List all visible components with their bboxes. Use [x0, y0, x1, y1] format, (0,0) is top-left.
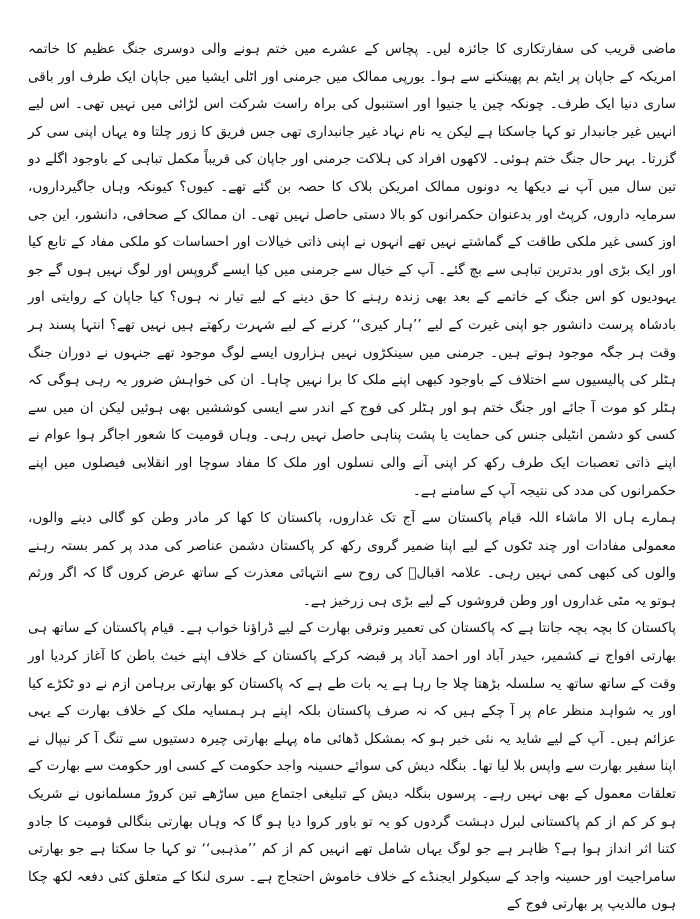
paragraph-traitors: ہمارے ہاں الا ماشاء اللہ قیام پاکستان سے آج تک غداروں، پاکستان کا کھا کر مادر وطن کو گالی دینے والوں، معمولی مفادات اور چند ٹکوں کے لیے اپنا ضمیر گروی رکھ کر پاکستان دشمن عناصر کی مدد پر کمر بستہ رہنے والوں کی کبھی کمی نہیں رہی۔ علامہ اقبالؒ کی روح سے انتہائی معذرت کے ساتھ عرض کروں گا کہ اگر ورثم ہوتو یہ مٹی غداروں اور وطن فروشوں کے لیے بڑی ہی زرخیز ہے۔	[28, 510, 676, 609]
article-body	[28, 36, 676, 919]
paragraph-ww2-diplomacy: ماضی قریب کی سفارتکاری کا جائزہ لیں۔ پچاس کے عشرے میں ختم ہونے والی دوسری جنگ عظیم کا خاتمہ امریکہ کے جاپان پر ایٹم بم پھینکنے سے ہوا۔ یورپی ممالک میں جرمنی اور اٹلی ایشیا میں جاپان ایک طرف اور باقی ساری دنیا ایک طرف۔ چونکہ چین یا جنیوا اور استنبول کی براہ راست شرکت اس لڑائی میں نہیں تھی۔ اس لیے انہیں غیر جانبدار تو کہا جاسکتا ہے لیکن یہ نام نہاد غیر جانبداری تھی جس فریق کا زور چلتا وہ یہاں اپنی سی کر گزرتا۔ بہر حال جنگ ختم ہوئی۔ لاکھوں افراد کی ہلاکت جرمنی اور جاپان کی قریباً مکمل تباہی کے باوجود اگلے دو تین سال میں آپ نے دیکھا یہ دونوں ممالک امریکن بلاک کا حصہ بن گئے تھے۔ کیوں؟ کیونکہ وہاں جاگیرداروں، سرمایہ داروں، کرپٹ اور بدعنوان حکمرانوں کو بالا دستی حاصل نہیں تھی۔ ان ممالک کے صحافی، دانشور، این جی اوز کسی غیر ملکی طاقت کے گماشتے نہیں تھے انہوں نے اپنی ذاتی خیالات اور احساسات کو ملکی مفاد کے تابع کیا اور ایک بڑی اور بدترین تباہی سے بچ گئے۔ آپ کے خیال سے جرمنی میں کیا ایسے گروپس اور لوگ نہیں ہوں گے جو یہودیوں کو اس جنگ کے خاتمے کے بعد بھی زندہ رہنے کا حق دینے کے لیے تیار نہ ہوں؟ کیا جاپان کے روایتی اور بادشاہ پرست دانشور جو اپنی غیرت کے لیے ’’ہار کیری‘‘ کرنے کے لیے شہرت رکھتے ہیں نہیں تھے؟ انتہا پسند ہر وقت ہر جگہ موجود ہوتے ہیں۔ جرمنی میں سینکڑوں نہیں ہزاروں ایسے لوگ موجود تھے جنہوں نے دوران جنگ ہٹلر کی پالیسیوں سے اختلاف کے باوجود کبھی اپنے ملک کا برا نہیں چاہا۔ ان کی خواہش ضرور یہ رہی ہوگی کہ ہٹلر کو موت آ جائے اور جنگ ختم ہو اور ہٹلر کی فوج کے اندر سے ایسی کوششیں بھی ہوئیں لیکن ان میں سے کسی کو دشمن انٹیلی جنس کی حمایت یا پشت پناہی حاصل نہیں رہی۔ وہاں قومیت کا شعور اجاگر ہوا عوام نے اپنے ذاتی تعصبات ایک طرف رکھ کر اپنی آنے والی نسلوں اور ملک کا مفاد سوچا اور انقلابی فیصلوں میں اپنے حکمرانوں کی مدد کی نتیجہ آپ کے سامنے ہے۔	[28, 41, 676, 499]
paragraph-india-pakistan: پاکستان کا بچہ بچہ جانتا ہے کہ پاکستان کی تعمیر وترقی بھارت کے لیے ڈراؤنا خواب ہے۔ قیام پاکستان کے ساتھ ہی بھارتی افواج نے کشمیر، حیدر آباد اور احمد آباد پر قبضہ کرکے پاکستان کے خلاف اپنے خبث باطن کا آغاز کردیا اور وقت کے ساتھ ساتھ یہ سلسلہ بڑھتا چلا جا رہا ہے یہ بات طے ہے کہ پاکستان کو بھارتی برہامن ازم نے دو ٹکڑے کیا اور یہ شواہد منظر عام پر آ چکے ہیں کہ نہ صرف پاکستان بلکہ اپنے ہر ہمسایہ ملک کے خلاف بھارت کے یہی عزائم ہیں۔ آپ کے لیے شاید یہ نئی خبر ہو کہ بمشکل ڈھائی ماہ پہلے بھارتی چیرہ دستیوں سے تنگ آ کر نیپال نے اپنا سفیر بھارت سے واپس بلا لیا تھا۔ بنگلہ دیش کی سوائے حسینہ واجد حکومت کے کسی اور حکومت سے بھارت کے تعلقات معمول کے بھی نہیں رہے۔ پرسوں بنگلہ دیش کے تبلیغی اجتماع میں ساڑھے تین کروڑ مسلمانوں نے شریک ہو کر کم از کم پاکستانی لبرل دہشت گردوں کو یہ تو باور کروا دیا ہو گا کہ وہاں بھارتی بنگالی قومیت کا جادو کتنا اثر انداز ہوا ہے؟ ظاہر ہے جو لوگ یہاں شامل تھے انہیں کم از کم ’’مذہبی‘‘ تو کہا جا سکتا ہے جو بھارتی سامراجیت اور حسینہ واجد کے سیکولر ایجنڈے کے خلاف خاموش احتجاج ہے۔ سری لنکا کے متعلق کئی دفعہ لکھ چکا ہوں مالدیپ پر بھارتی فوج کے	[28, 620, 676, 913]
